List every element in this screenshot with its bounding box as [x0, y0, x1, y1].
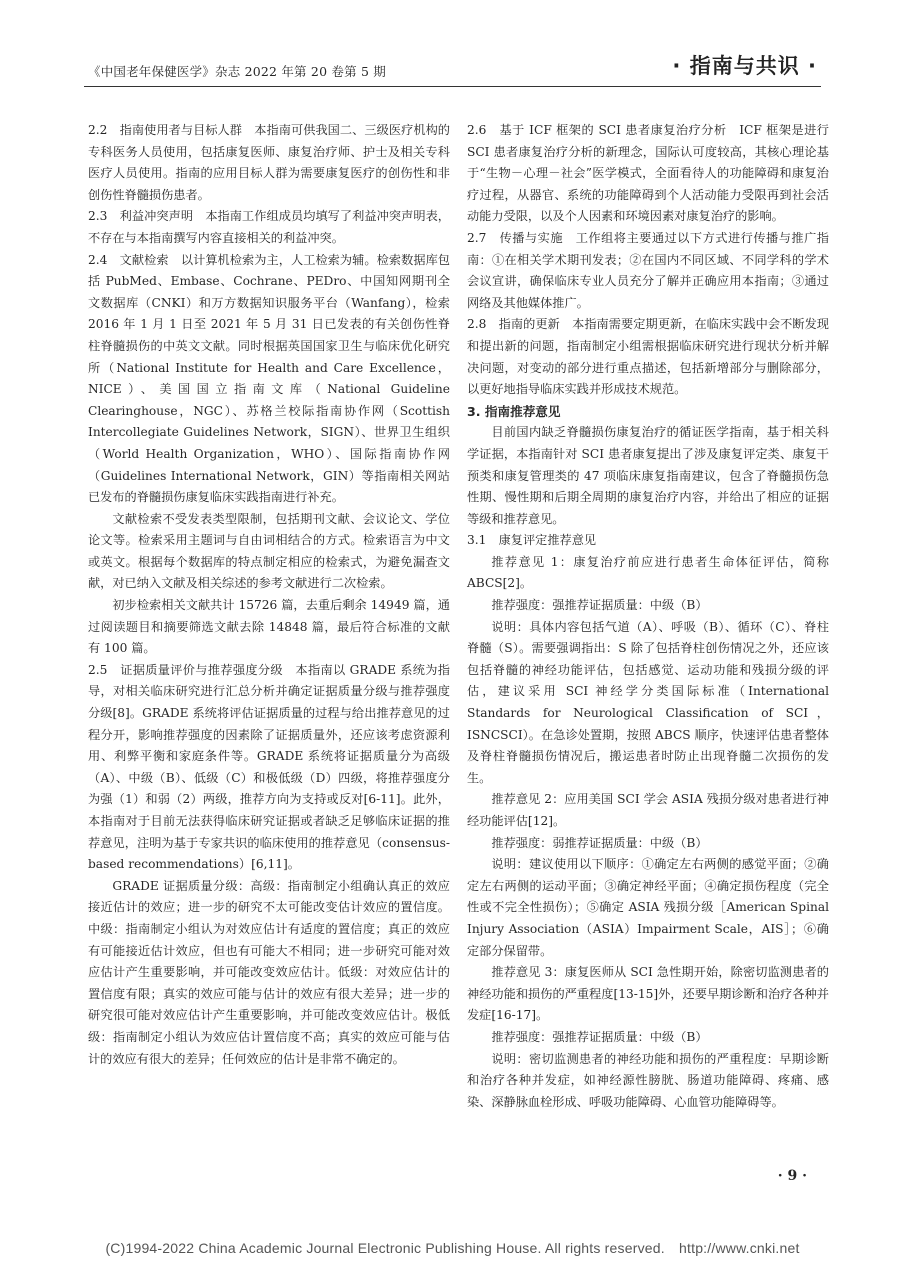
- paragraph-2-8: 2.8 指南的更新 本指南需要定期更新，在临床实践中会不断发现和提出新的问题，指南制定小组需根据临床研究进行现状分析并解决问题，对变动的部分进行重点描述，包括新增部分与删除部分，以更好地指导临床实践并形成技术规范。: [467, 317, 829, 397]
- copyright-footer: (C)1994-2022 China Academic Journal Electronic Publishing House. All rights reserved. http://www.cnki.net: [105, 1240, 800, 1256]
- paragraph-2-2: 2.2 指南使用者与目标人群 本指南可供我国二、三级医疗机构的专科医务人员使用，包括康复医师、康复治疗师、护士及相关专科医疗人员使用。指南的应用目标人群为需要康复医疗的创伤性和非创伤性脊髓损伤患者。: [88, 123, 450, 202]
- right-column: [467, 120, 829, 1113]
- recommendation-1: 推荐意见 1：康复治疗前应进行患者生命体征评估，简称 ABCS[2]。: [467, 554, 829, 591]
- recommendation-1-note: 说明：具体内容包括气道（A）、呼吸（B）、循环（C）、脊柱脊髓（S）。需要强调指出：S 除了包括脊柱创伤情况之外，还应该包括脊髓的神经功能评估，包括感觉、运动功能和残损分级的评估，建议采用 SCI 神经学分类国际标准（International Standards for Neurological Classification of SCI，ISNCSCI）。在急诊处置期，按照 ABCS 顺序，快速评估患者整体及脊柱脊髓损伤情况后，搬运患者时防止出现脊髓二次损伤的发生。: [467, 619, 829, 785]
- paragraph-2-5: 2.5 证据质量评价与推荐强度分级 本指南以 GRADE 系统为指导，对相关临床研究进行汇总分析并确定证据质量分级与推荐强度分级[8]。GRADE 系统将评估证据质量的过程与给出推荐意见的过程分开，影响推荐强度的因素除了证据质量外，还应该考虑资源利用、利弊平衡和家庭条件等。GRADE 系统将证据质量分为高级（A）、中级（B）、低级（C）和极低级（D）四级，将推荐强度分为强（1）和弱（2）两级，推荐方向为支持或反对[6-11]。此外，本指南对于目前无法获得临床研究证据或者缺乏足够临床证据的推荐意见，注明为基于专家共识的临床使用的推荐意见（consensus-based recommendations）[6,11]。: [88, 662, 450, 872]
- section-heading-3: 3. 指南推荐意见: [467, 403, 561, 419]
- paragraph-2-7: 2.7 传播与实施 工作组将主要通过以下方式进行传播与推广指南：①在相关学术期刊发表；②在国内不同区域、不同学科的学术会议宣讲，确保临床专业人员充分了解并正确应用本指南；③通过网络及其他媒体推广。: [467, 230, 829, 310]
- recommendation-3-note: 说明：密切监测患者的神经功能和损伤的严重程度：早期诊断和治疗各种并发症，如神经源性膀胱、肠道功能障碍、疼痛、感染、深静脉血栓形成、呼吸功能障碍、心血管功能障碍等。: [467, 1051, 829, 1109]
- recommendation-3: 推荐意见 3：康复医师从 SCI 急性期开始，除密切监测患者的神经功能和损伤的严重程度[13-15]外，还要早期诊断和治疗各种并发症[16-17]。: [467, 965, 829, 1023]
- recommendation-2-strength: 推荐强度：弱推荐证据质量：中级（B）: [491, 835, 708, 850]
- header-divider: [84, 86, 821, 87]
- left-column: [88, 120, 450, 1070]
- page-number: · 9 ·: [777, 1168, 807, 1184]
- recommendation-2-note: 说明：建议使用以下顺序：①确定左右两侧的感觉平面；②确定左右两侧的运动平面；③确定神经平面；④确定损伤程度（完全性或不完全性损伤）；⑤确定 ASIA 残损分级［American Spinal Injury Association（ASIA）Impairment Scale，AIS］；⑥确定部分保留带。: [467, 857, 829, 958]
- recommendation-3-strength: 推荐强度：强推荐证据质量：中级（B）: [491, 1029, 708, 1044]
- paragraph-section-3-intro: 目前国内缺乏脊髓损伤康复治疗的循证医学指南，基于相关科学证据，本指南针对 SCI 患者康复提出了涉及康复评定类、康复干预类和康复管理类的 47 项临床康复指南建议，包含了脊髓损伤急性期、慢性期和后期全周期的康复治疗内容，并给出了相应的证据等级和推荐意见。: [467, 425, 829, 526]
- recommendation-1-strength: 推荐强度：强推荐证据质量：中级（B）: [491, 598, 708, 613]
- recommendation-2: 推荐意见 2：应用美国 SCI 学会 ASIA 残损分级对患者进行神经功能评估[12]。: [467, 792, 829, 828]
- paragraph-2-6: 2.6 基于 ICF 框架的 SCI 患者康复治疗分析 ICF 框架是进行 SCI 患者康复治疗分析的新理念，国际认可度较高，其核心理论基于“生物－心理－社会”医学模式，全面看待人的功能障碍和康复治疗过程，从器官、系统的功能障碍到个人活动能力受限再到社会活动能力受限，以及个人因素和环境因素对康复治疗的影响。: [467, 123, 829, 224]
- section-title: · 指南与共识 ·: [672, 54, 817, 78]
- paragraph-2-4: 2.4 文献检索 以计算机检索为主，人工检索为辅。检索数据库包括 PubMed、Embase、Cochrane、PEDro、中国知网期刊全文数据库（CNKI）和万方数据知识服务平台（Wanfang），检索 2016 年 1 月 1 日至 2021 年 5 月 31 日已发表的有关创伤性脊柱脊髓损伤的中英文文献。同时根据英国国家卫生与临床优化研究所（National Institute for Health and Care Excellence，NICE）、美国国立指南文库（National Guideline Clearinghouse，NGC）、苏格兰校际指南协作网（Scottish Intercollegiate Guidelines Network，SIGN）、世界卫生组织（World Health Organization，WHO）、国际指南协作网（Guidelines International Network，GIN）等指南相关网站已发布的脊髓损伤康复临床实践指南进行补充。: [88, 252, 450, 505]
- journal-header: 《中国老年保健医学》杂志 2022 年第 20 卷第 5 期: [88, 64, 387, 79]
- paragraph-2-3: 2.3 利益冲突声明 本指南工作组成员均填写了利益冲突声明表，不存在与本指南撰写内容直接相关的利益冲突。: [88, 209, 450, 245]
- paragraph-search-scope: 文献检索不受发表类型限制，包括期刊文献、会议论文、学位论文等。检索采用主题词与自由词相结合的方式。检索语言为中文或英文。根据每个数据库的特点制定相应的检索式，为避免漏查文献，对已纳入文献及相关综述的参考文献进行二次检索。: [88, 511, 450, 591]
- paragraph-search-results: 初步检索相关文献共计 15726 篇，去重后剩余 14949 篇，通过阅读题目和摘要筛选文献去除 14848 篇，最后符合标准的文献有 100 篇。: [88, 598, 450, 656]
- paragraph-grade-levels: GRADE 证据质量分级：高级：指南制定小组确认真正的效应接近估计的效应；进一步的研究不太可能改变估计效应的置信度。中级：指南制定小组认为对效应估计有适度的置信度；真正的效应有可能接近估计效应，但也有可能大不相同；进一步研究可能对效应估计产生重要影响，并可能改变效应估计。低级：对效应估计的置信度有限；真实的效应可能与估计的效应有很大差异；进一步的研究很可能对效应估计产生重要影响，并可能改变效应估计。极低级：指南制定小组认为效应估计置信度不高；真实的效应可能与估计的效应有很大的差异；任何效应的估计是非常不确定的。: [88, 878, 450, 1066]
- subsection-heading-3-1: 3.1 康复评定推荐意见: [467, 533, 597, 548]
